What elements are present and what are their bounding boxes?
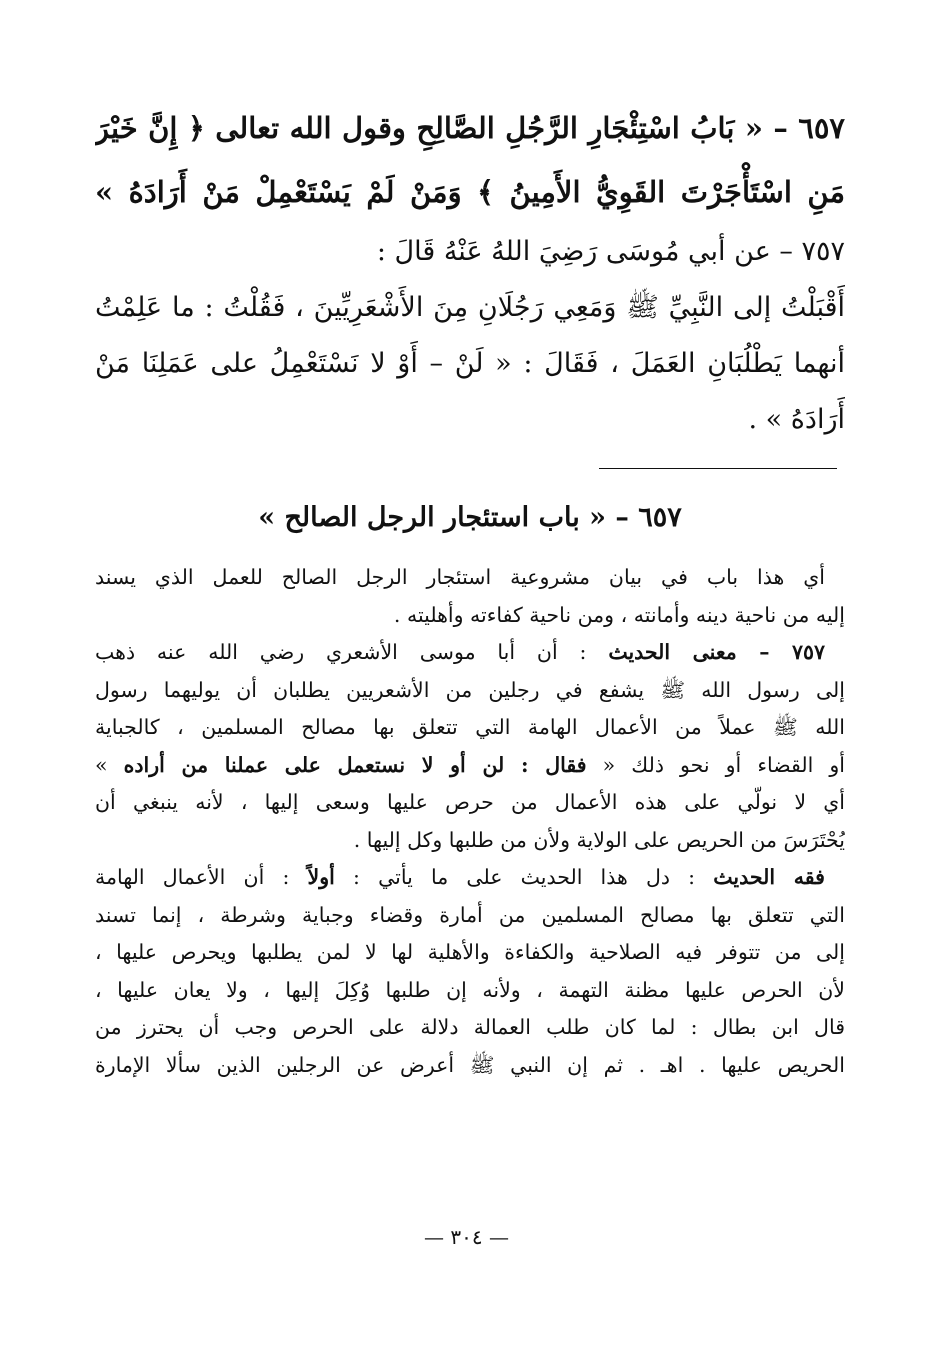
book-page xyxy=(95,96,845,1084)
commentary-line: التي تتعلق بها مصالح المسلمين من أمارة وقضاء وجباية وشرطة ، إنما تسند xyxy=(95,902,845,927)
commentary-line: إلى من تتوفر فيه الصلاحية والكفاءة والأهلية لها لا لمن يطلبها ويحرص عليها ، xyxy=(95,940,845,964)
hadith-meaning-label: ٧٥٧ – معنى الحديث xyxy=(608,640,825,664)
commentary-line xyxy=(95,859,845,897)
first-point-label: أولاً xyxy=(307,865,335,889)
commentary-line: أي لا نولّي على هذه الأعمال من حرص عليها وسعى إليها ، لأنه ينبغي أن xyxy=(95,790,845,814)
chapter-heading-line-2: مَنِ اسْتَأْجَرْتَ القَوِيُّ الأَمِينُ ﴾ وَمَنْ لَمْ يَسْتَعْمِلْ مَنْ أَرَادَهُ » xyxy=(95,175,845,209)
commentary-line xyxy=(95,634,845,672)
hadith-text xyxy=(95,224,845,448)
commentary-line: أي هذا باب في بيان مشروعية استئجار الرجل الصالح للعمل الذي يسند xyxy=(95,565,825,589)
commentary-text: » xyxy=(95,752,108,777)
commentary-line: لأن الحرص عليها مظنة التهمة ، ولأنه إن طلبها وُكِلَ إليها ، ولا يعان عليها ، xyxy=(95,977,845,1002)
commentary xyxy=(95,559,845,1084)
chapter-heading-line-1: ٦٥٧ – « بَابُ اسْتِئْجَارِ الرَّجُلِ الصَّالِحِ وقول الله تعالى ﴿ إِنَّ خَيْرَ xyxy=(95,111,845,145)
chapter-heading xyxy=(95,96,845,224)
fiqh-label: فقه الحديث xyxy=(713,865,825,889)
commentary-line: إلى رسول الله ﷺ يشفع في رجلين من الأشعريين يطلبان أن يوليهما رسول xyxy=(95,677,845,702)
commentary-text: : دل هذا الحديث على ما يأتي : xyxy=(353,865,696,889)
hadith-intro: ٧٥٧ – عن أبي مُوسَى رَضِيَ اللهُ عَنْهُ قَالَ : xyxy=(376,236,845,267)
hadith-line-3: أَرَادَهُ » . xyxy=(748,404,845,435)
commentary-line: يُحْتَرَسَ من الحريص على الولاية ولأن من طلبها وكل إليها . xyxy=(353,827,845,852)
commentary-line: قال ابن بطال : لما كان طلب العمالة دلالة على الحرص وجب أن يحترز من xyxy=(95,1015,845,1039)
hadith-line-2: أنهما يَطْلُبَانِ العَمَلَ ، فَقَالَ : « لَنْ – أَوْ لا نَسْتَعْمِلُ على عَمَلِنَا مَنْ xyxy=(95,348,845,379)
commentary-text: : أن الأعمال الهامة xyxy=(95,865,290,889)
hadith-line-1: أَقْبَلْتُ إلى النَّبِيِّ ﷺ وَمَعِي رَجُلَانِ مِنَ الأَشْعَرِيِّينَ ، فَقُلْتُ : ما عَلِمْتُ xyxy=(95,292,845,323)
commentary-line xyxy=(95,747,845,785)
commentary-text: أو القضاء أو نحو ذلك « xyxy=(602,752,845,777)
commentary-text: : أن أبا موسى الأشعري رضي الله عنه ذهب xyxy=(95,640,587,664)
hadith-quote: فقال : لن أو لا نستعمل على عملنا من أراده xyxy=(123,752,587,777)
commentary-line: إليه من ناحية دينه وأمانته ، ومن ناحية كفاءته وأهليته . xyxy=(393,602,845,627)
section-divider xyxy=(599,468,837,469)
page-number: — ٣٠٤ — xyxy=(424,1225,509,1249)
commentary-line: الله ﷺ عملاً من الأعمال الهامة التي تتعلق بها مصالح المسلمين ، كالجباية xyxy=(95,715,845,739)
commentary-line: الحريص عليها . اهـ . ثم إن النبي ﷺ أعرض عن الرجلين الذين سألا الإمارة xyxy=(95,1052,845,1077)
commentary-title: ٦٥٧ – « باب استئجار الرجل الصالح » xyxy=(258,502,682,533)
